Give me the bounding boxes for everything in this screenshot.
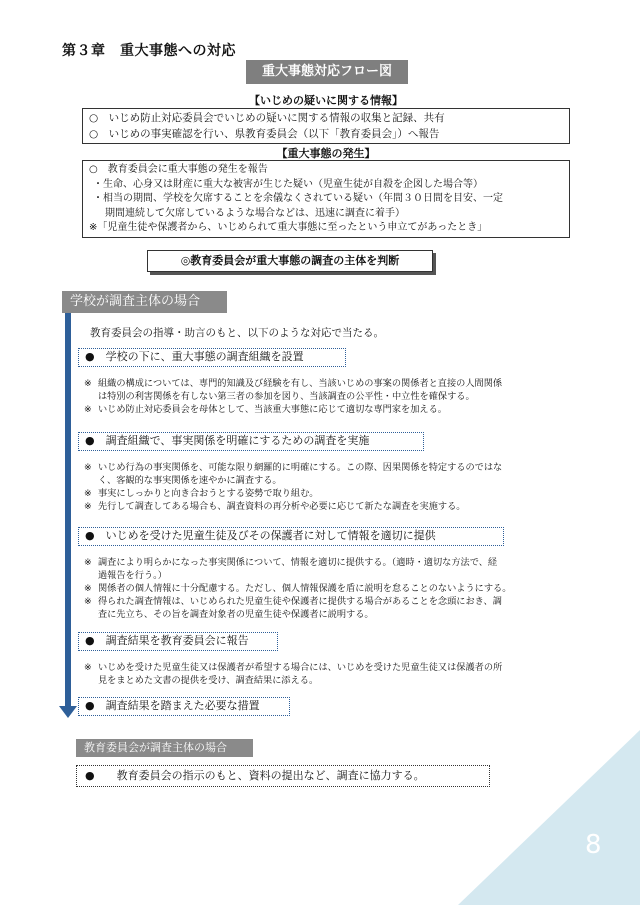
info-box	[82, 108, 570, 144]
section2-label: 【重大事態の発生】	[276, 147, 376, 160]
occurrence-line: 期間連続して欠席しているような場合などは、迅速に調査に着手）	[105, 207, 405, 219]
occurrence-line: ・生命、心身又は財産に重大な被害が生じた疑い（児童生徒が自殺を企図した場合等）	[93, 178, 483, 190]
occurrence-line: ※「児童生徒や保護者から、いじめられて重大事態に至ったという申立てがあったとき」	[89, 222, 488, 234]
step-necessary-measures: ● 調査結果を踏まえた必要な措置	[78, 697, 290, 716]
step-provide-information: ● いじめを受けた児童生徒及びその保護者に対して情報を適切に提供	[78, 527, 504, 546]
step-notes: ※ いじめ行為の事実関係を、可能な限り網羅的に明確にする。この際、因果関係を特定するのではな く、客観的な事実関係を速やかに調査する。 ※ 事実にしっかりと向き合おうとする姿勢で取り組む。 ※ 先行して調査してある場合も、調査資料の再分析や必要に応じて新たな調査を実施する。	[84, 462, 503, 512]
step-setup-organization: ● 学校の下に、重大事態の調査組織を設置	[78, 348, 346, 367]
occurrence-line: ・相当の期間、学校を欠席することを余儀なくされている疑い（年間３０日間を目安、一定	[93, 193, 503, 205]
occurrence-line: ○ 教育委員会に重大事態の発生を報告	[89, 164, 268, 175]
board-instruction-box: ● 教育委員会の指示のもと、資料の提出など、調査に協力する。	[76, 765, 490, 787]
school-heading: 学校が調査主体の場合	[62, 291, 227, 313]
flow-arrow-icon	[59, 706, 77, 718]
school-intro: 教育委員会の指導・助言のもと、以下のような対応で当たる。	[90, 327, 384, 339]
step-notes: ※ いじめを受けた児童生徒又は保護者が希望する場合には、いじめを受けた児童生徒又は保護者の所 見をまとめた文書の提供を受け、調査結果に添える。	[84, 662, 503, 686]
occurrence-box	[82, 160, 570, 238]
flow-line	[65, 313, 71, 709]
step-notes: ※ 調査により明らかになった事実関係について、情報を適切に提供する。（適時・適切な方法で、経 過報告を行う。） ※ 関係者の個人情報に十分配慮する。ただし、個人情報保護を盾に説明を怠ることのないようにする。 ※ 得られた調査情報は、いじめられた児童生徒や保護者に提供する場合があることを念頭におき、調 査に先立ち、その旨を調査対象者の児童生徒や保護者に説明する。	[84, 557, 512, 620]
page-number: 8	[585, 830, 602, 860]
flow-title: 重大事態対応フロー図	[246, 60, 408, 84]
info-line: ○ いじめ防止対応委員会でいじめの疑いに関する情報の収集と記録、共有	[89, 112, 445, 124]
info-line: ○ いじめの事実確認を行い、県教育委員会（以下「教育委員会」）へ報告	[89, 128, 440, 140]
judgement-box: ◎教育委員会が重大事態の調査の主体を判断	[147, 250, 433, 272]
step-notes: ※ 組織の構成については、専門的知識及び経験を有し、当該いじめの事案の関係者と直接の人間関係 は特別の利害関係を有しない第三者の参加を図り、当該調査の公平性・中立性を確保する。 ※ いじめ防止対応委員会を母体として、当該重大事態に応じて適切な専門家を加える。	[84, 378, 503, 415]
chapter-title: 第３章 重大事態への対応	[62, 43, 236, 59]
step-report-results: ● 調査結果を教育委員会に報告	[78, 632, 278, 651]
step-conduct-investigation: ● 調査組織で、事実関係を明確にするための調査を実施	[78, 432, 424, 451]
section1-label: 【いじめの疑いに関する情報】	[249, 94, 403, 107]
board-heading: 教育委員会が調査主体の場合	[76, 739, 253, 757]
